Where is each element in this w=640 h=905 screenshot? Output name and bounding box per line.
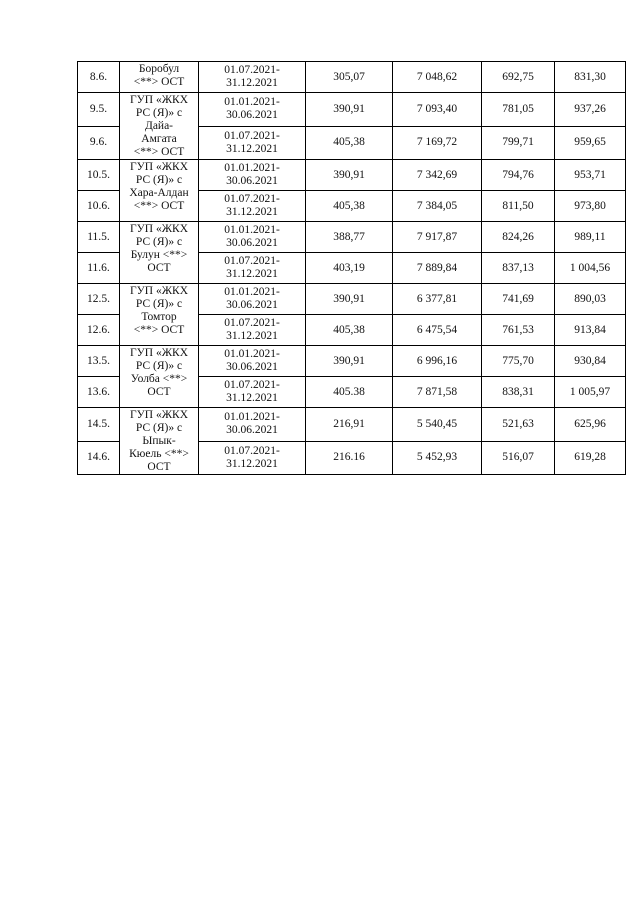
org-line: Булун <**> bbox=[130, 249, 188, 261]
org-line: РС (Я)» с bbox=[135, 422, 183, 434]
period-text: 01.07.2021- 31.12.2021 bbox=[224, 379, 280, 404]
table-row bbox=[78, 222, 626, 253]
org-line: РС (Я)» с bbox=[135, 236, 183, 248]
value-cell: 390,91 bbox=[306, 284, 393, 315]
value-cell: 619,28 bbox=[555, 441, 626, 475]
value-cell: 388,77 bbox=[306, 222, 393, 253]
organization-cell bbox=[120, 222, 199, 284]
value-cell: 890,03 bbox=[555, 284, 626, 315]
row-number: 13.6. bbox=[78, 377, 120, 408]
value-cell: 7 169,72 bbox=[393, 126, 482, 160]
value-cell: 775,70 bbox=[482, 346, 555, 377]
organization-cell bbox=[120, 62, 199, 93]
row-number: 10.5. bbox=[78, 160, 120, 191]
org-line: <**> ОСТ bbox=[133, 76, 185, 88]
org-line: ГУП «ЖКХ bbox=[130, 285, 188, 297]
org-line: ГУП «ЖКХ bbox=[130, 347, 188, 359]
row-number: 11.6. bbox=[78, 253, 120, 284]
period-cell bbox=[199, 222, 306, 253]
value-cell: 516,07 bbox=[482, 441, 555, 475]
value-cell: 838,31 bbox=[482, 377, 555, 408]
value-cell: 7 889,84 bbox=[393, 253, 482, 284]
value-cell: 837,13 bbox=[482, 253, 555, 284]
row-number: 14.5. bbox=[78, 408, 120, 442]
period-text: 01.07.2021- 31.12.2021 bbox=[224, 64, 280, 89]
value-cell: 521,63 bbox=[482, 408, 555, 442]
row-number: 9.6. bbox=[78, 126, 120, 160]
value-cell: 390,91 bbox=[306, 93, 393, 127]
value-cell: 811,50 bbox=[482, 191, 555, 222]
value-cell: 7 093,40 bbox=[393, 93, 482, 127]
row-number: 9.5. bbox=[78, 93, 120, 127]
period-text: 01.07.2021- 31.12.2021 bbox=[224, 255, 280, 280]
table-row bbox=[78, 62, 626, 93]
value-cell: 390,91 bbox=[306, 160, 393, 191]
organization-cell bbox=[120, 93, 199, 160]
value-cell: 6 475,54 bbox=[393, 315, 482, 346]
value-cell: 625,96 bbox=[555, 408, 626, 442]
value-cell: 937,26 bbox=[555, 93, 626, 127]
table-row bbox=[78, 346, 626, 377]
value-cell: 7 917,87 bbox=[393, 222, 482, 253]
value-cell: 216,91 bbox=[306, 408, 393, 442]
row-number: 11.5. bbox=[78, 222, 120, 253]
period-text: 01.01.2021- 30.06.2021 bbox=[224, 96, 280, 122]
org-line: Амгата bbox=[141, 133, 177, 145]
period-cell bbox=[199, 315, 306, 346]
org-line: <**> ОСТ bbox=[133, 324, 185, 336]
period-cell bbox=[199, 160, 306, 191]
org-line: <**> ОСТ bbox=[133, 146, 185, 158]
org-line: РС (Я)» с bbox=[135, 174, 183, 186]
period-cell bbox=[199, 126, 306, 160]
value-cell: 6 996,16 bbox=[393, 346, 482, 377]
period-text: 01.01.2021- 30.06.2021 bbox=[224, 348, 280, 373]
period-cell bbox=[199, 93, 306, 127]
row-number: 10.6. bbox=[78, 191, 120, 222]
org-line: ГУП «ЖКХ bbox=[130, 94, 188, 106]
org-line: РС (Я)» с bbox=[135, 360, 183, 372]
organization-cell bbox=[120, 160, 199, 222]
org-line: ГУП «ЖКХ bbox=[130, 223, 188, 235]
row-number: 14.6. bbox=[78, 441, 120, 475]
tariff-table bbox=[77, 61, 626, 475]
value-cell: 989,11 bbox=[555, 222, 626, 253]
value-cell: 799,71 bbox=[482, 126, 555, 160]
org-line: ГУП «ЖКХ bbox=[130, 161, 188, 173]
org-line: Ыпык- bbox=[142, 435, 176, 447]
table-row bbox=[78, 408, 626, 442]
value-cell: 1 004,56 bbox=[555, 253, 626, 284]
value-cell: 824,26 bbox=[482, 222, 555, 253]
period-text: 01.07.2021- 31.12.2021 bbox=[224, 317, 280, 342]
period-text: 01.01.2021- 30.06.2021 bbox=[224, 411, 280, 437]
org-line: <**> ОСТ bbox=[133, 200, 185, 212]
table-row bbox=[78, 160, 626, 191]
org-line: ОСТ bbox=[147, 262, 171, 274]
value-cell: 7 384,05 bbox=[393, 191, 482, 222]
value-cell: 390,91 bbox=[306, 346, 393, 377]
org-line: ГУП «ЖКХ bbox=[130, 409, 188, 421]
value-cell: 930,84 bbox=[555, 346, 626, 377]
row-number: 12.6. bbox=[78, 315, 120, 346]
value-cell: 1 005,97 bbox=[555, 377, 626, 408]
value-cell: 692,75 bbox=[482, 62, 555, 93]
org-line: Хара-Алдан bbox=[129, 187, 189, 199]
period-cell bbox=[199, 253, 306, 284]
value-cell: 5 452,93 bbox=[393, 441, 482, 475]
period-text: 01.01.2021- 30.06.2021 bbox=[224, 224, 280, 249]
org-line: Боробул bbox=[138, 63, 180, 75]
value-cell: 7 048,62 bbox=[393, 62, 482, 93]
value-cell: 761,53 bbox=[482, 315, 555, 346]
period-cell bbox=[199, 408, 306, 442]
org-line: Кюель <**> bbox=[129, 448, 189, 460]
value-cell: 7 342,69 bbox=[393, 160, 482, 191]
value-cell: 831,30 bbox=[555, 62, 626, 93]
org-line: РС (Я)» с bbox=[135, 298, 183, 310]
row-number: 8.6. bbox=[78, 62, 120, 93]
row-number: 12.5. bbox=[78, 284, 120, 315]
period-cell bbox=[199, 62, 306, 93]
period-text: 01.07.2021- 31.12.2021 bbox=[224, 444, 280, 470]
value-cell: 794,76 bbox=[482, 160, 555, 191]
value-cell: 781,05 bbox=[482, 93, 555, 127]
organization-cell bbox=[120, 346, 199, 408]
org-line: ОСТ bbox=[147, 386, 171, 398]
organization-cell bbox=[120, 284, 199, 346]
value-cell: 405,38 bbox=[306, 315, 393, 346]
org-line: Дайа- bbox=[144, 120, 174, 132]
value-cell: 741,69 bbox=[482, 284, 555, 315]
value-cell: 216.16 bbox=[306, 441, 393, 475]
period-cell bbox=[199, 377, 306, 408]
value-cell: 405.38 bbox=[306, 377, 393, 408]
org-line: ОСТ bbox=[147, 461, 171, 473]
value-cell: 305,07 bbox=[306, 62, 393, 93]
period-text: 01.07.2021- 31.12.2021 bbox=[224, 129, 280, 155]
period-text: 01.07.2021- 31.12.2021 bbox=[224, 193, 280, 218]
org-line: Уолба <**> bbox=[130, 373, 188, 385]
value-cell: 5 540,45 bbox=[393, 408, 482, 442]
org-line: Томтор bbox=[141, 311, 177, 323]
value-cell: 913,84 bbox=[555, 315, 626, 346]
table-row bbox=[78, 93, 626, 127]
period-text: 01.01.2021- 30.06.2021 bbox=[224, 286, 280, 311]
period-cell bbox=[199, 441, 306, 475]
org-line: РС (Я)» с bbox=[135, 107, 183, 119]
value-cell: 6 377,81 bbox=[393, 284, 482, 315]
organization-cell bbox=[120, 408, 199, 475]
row-number: 13.5. bbox=[78, 346, 120, 377]
value-cell: 973,80 bbox=[555, 191, 626, 222]
value-cell: 403,19 bbox=[306, 253, 393, 284]
value-cell: 405,38 bbox=[306, 126, 393, 160]
period-cell bbox=[199, 284, 306, 315]
value-cell: 959,65 bbox=[555, 126, 626, 160]
period-cell bbox=[199, 191, 306, 222]
value-cell: 953,71 bbox=[555, 160, 626, 191]
table-row bbox=[78, 284, 626, 315]
period-cell bbox=[199, 346, 306, 377]
value-cell: 405,38 bbox=[306, 191, 393, 222]
period-text: 01.01.2021- 30.06.2021 bbox=[224, 162, 280, 187]
value-cell: 7 871,58 bbox=[393, 377, 482, 408]
